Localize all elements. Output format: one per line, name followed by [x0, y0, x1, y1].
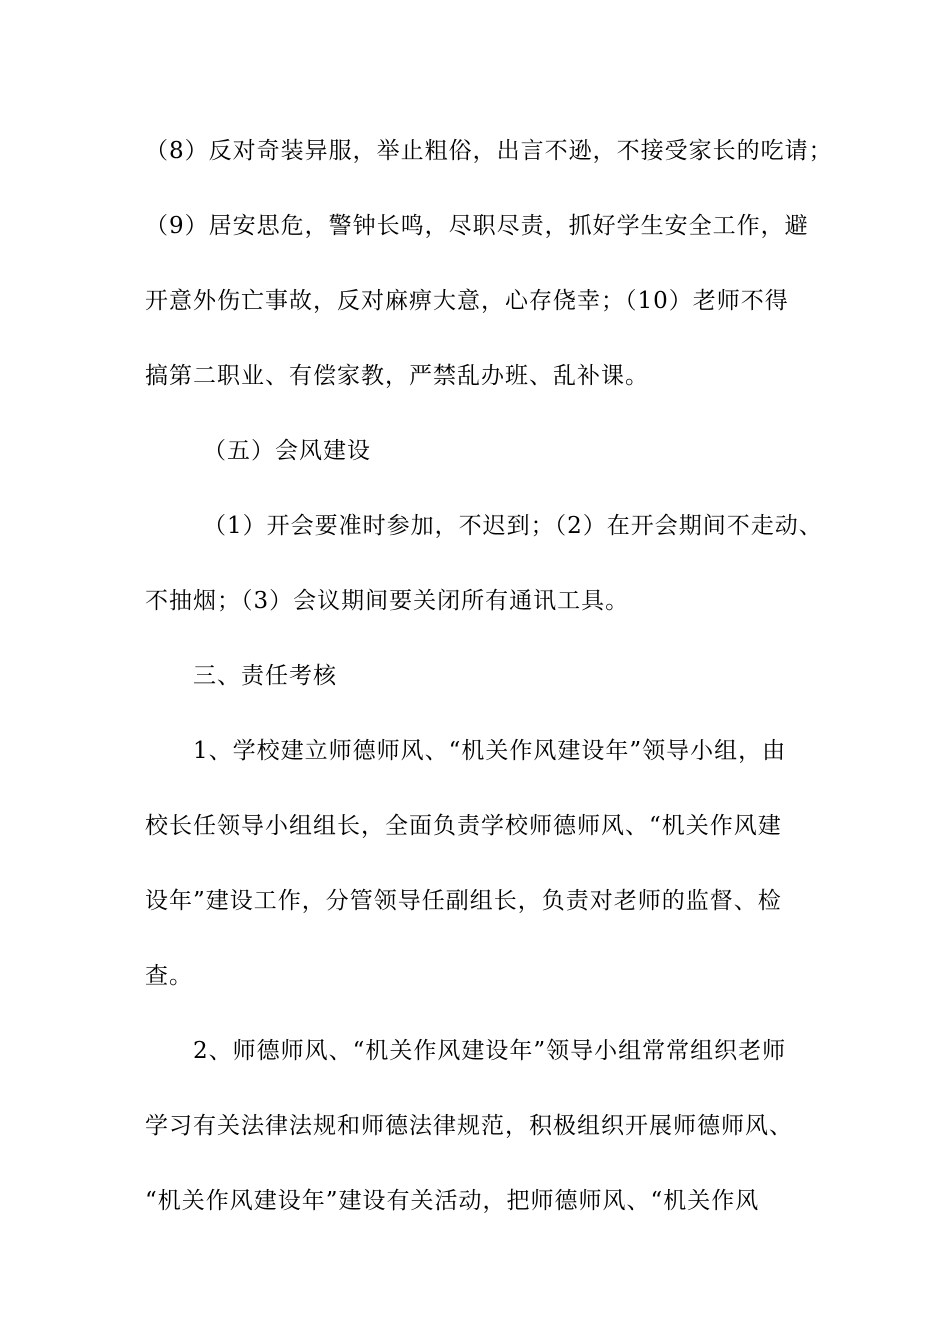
text-line: 设年”建设工作，分管领导任副组长，负责对老师的监督、检: [145, 888, 782, 914]
text-line: “机关作风建设年”建设有关活动，把师德师风、“机关作风: [145, 1188, 760, 1214]
section-heading: 三、责任考核: [193, 663, 337, 689]
text-line: （9）居安思危，警钟长鸣，尽职尽责，抓好学生安全工作，避: [145, 213, 809, 239]
text-line: 校长任领导小组组长，全面负责学校师德师风、“机关作风建: [145, 813, 782, 839]
text-line: 开意外伤亡事故，反对麻痹大意，心存侥幸；（10）老师不得: [145, 288, 789, 314]
text-line: （8）反对奇装异服，举止粗俗，出言不逊，不接受家长的吃请；: [145, 138, 833, 164]
text-line: （1）开会要准时参加，不迟到；（2）在开会期间不走动、: [203, 513, 823, 539]
text-line: 1、学校建立师德师风、“机关作风建设年”领导小组，由: [193, 738, 787, 764]
text-line: 查。: [145, 963, 193, 989]
text-line: 学习有关法律法规和师德法律规范，积极组织开展师德师风、: [145, 1113, 793, 1139]
text-line: 搞第二职业、有偿家教，严禁乱办班、乱补课。: [145, 363, 649, 389]
text-line: 不抽烟；（3）会议期间要关闭所有通讯工具。: [145, 588, 630, 614]
section-heading: （五）会风建设: [203, 438, 371, 464]
text-line: 2、师德师风、“机关作风建设年”领导小组常常组织老师: [193, 1038, 787, 1064]
